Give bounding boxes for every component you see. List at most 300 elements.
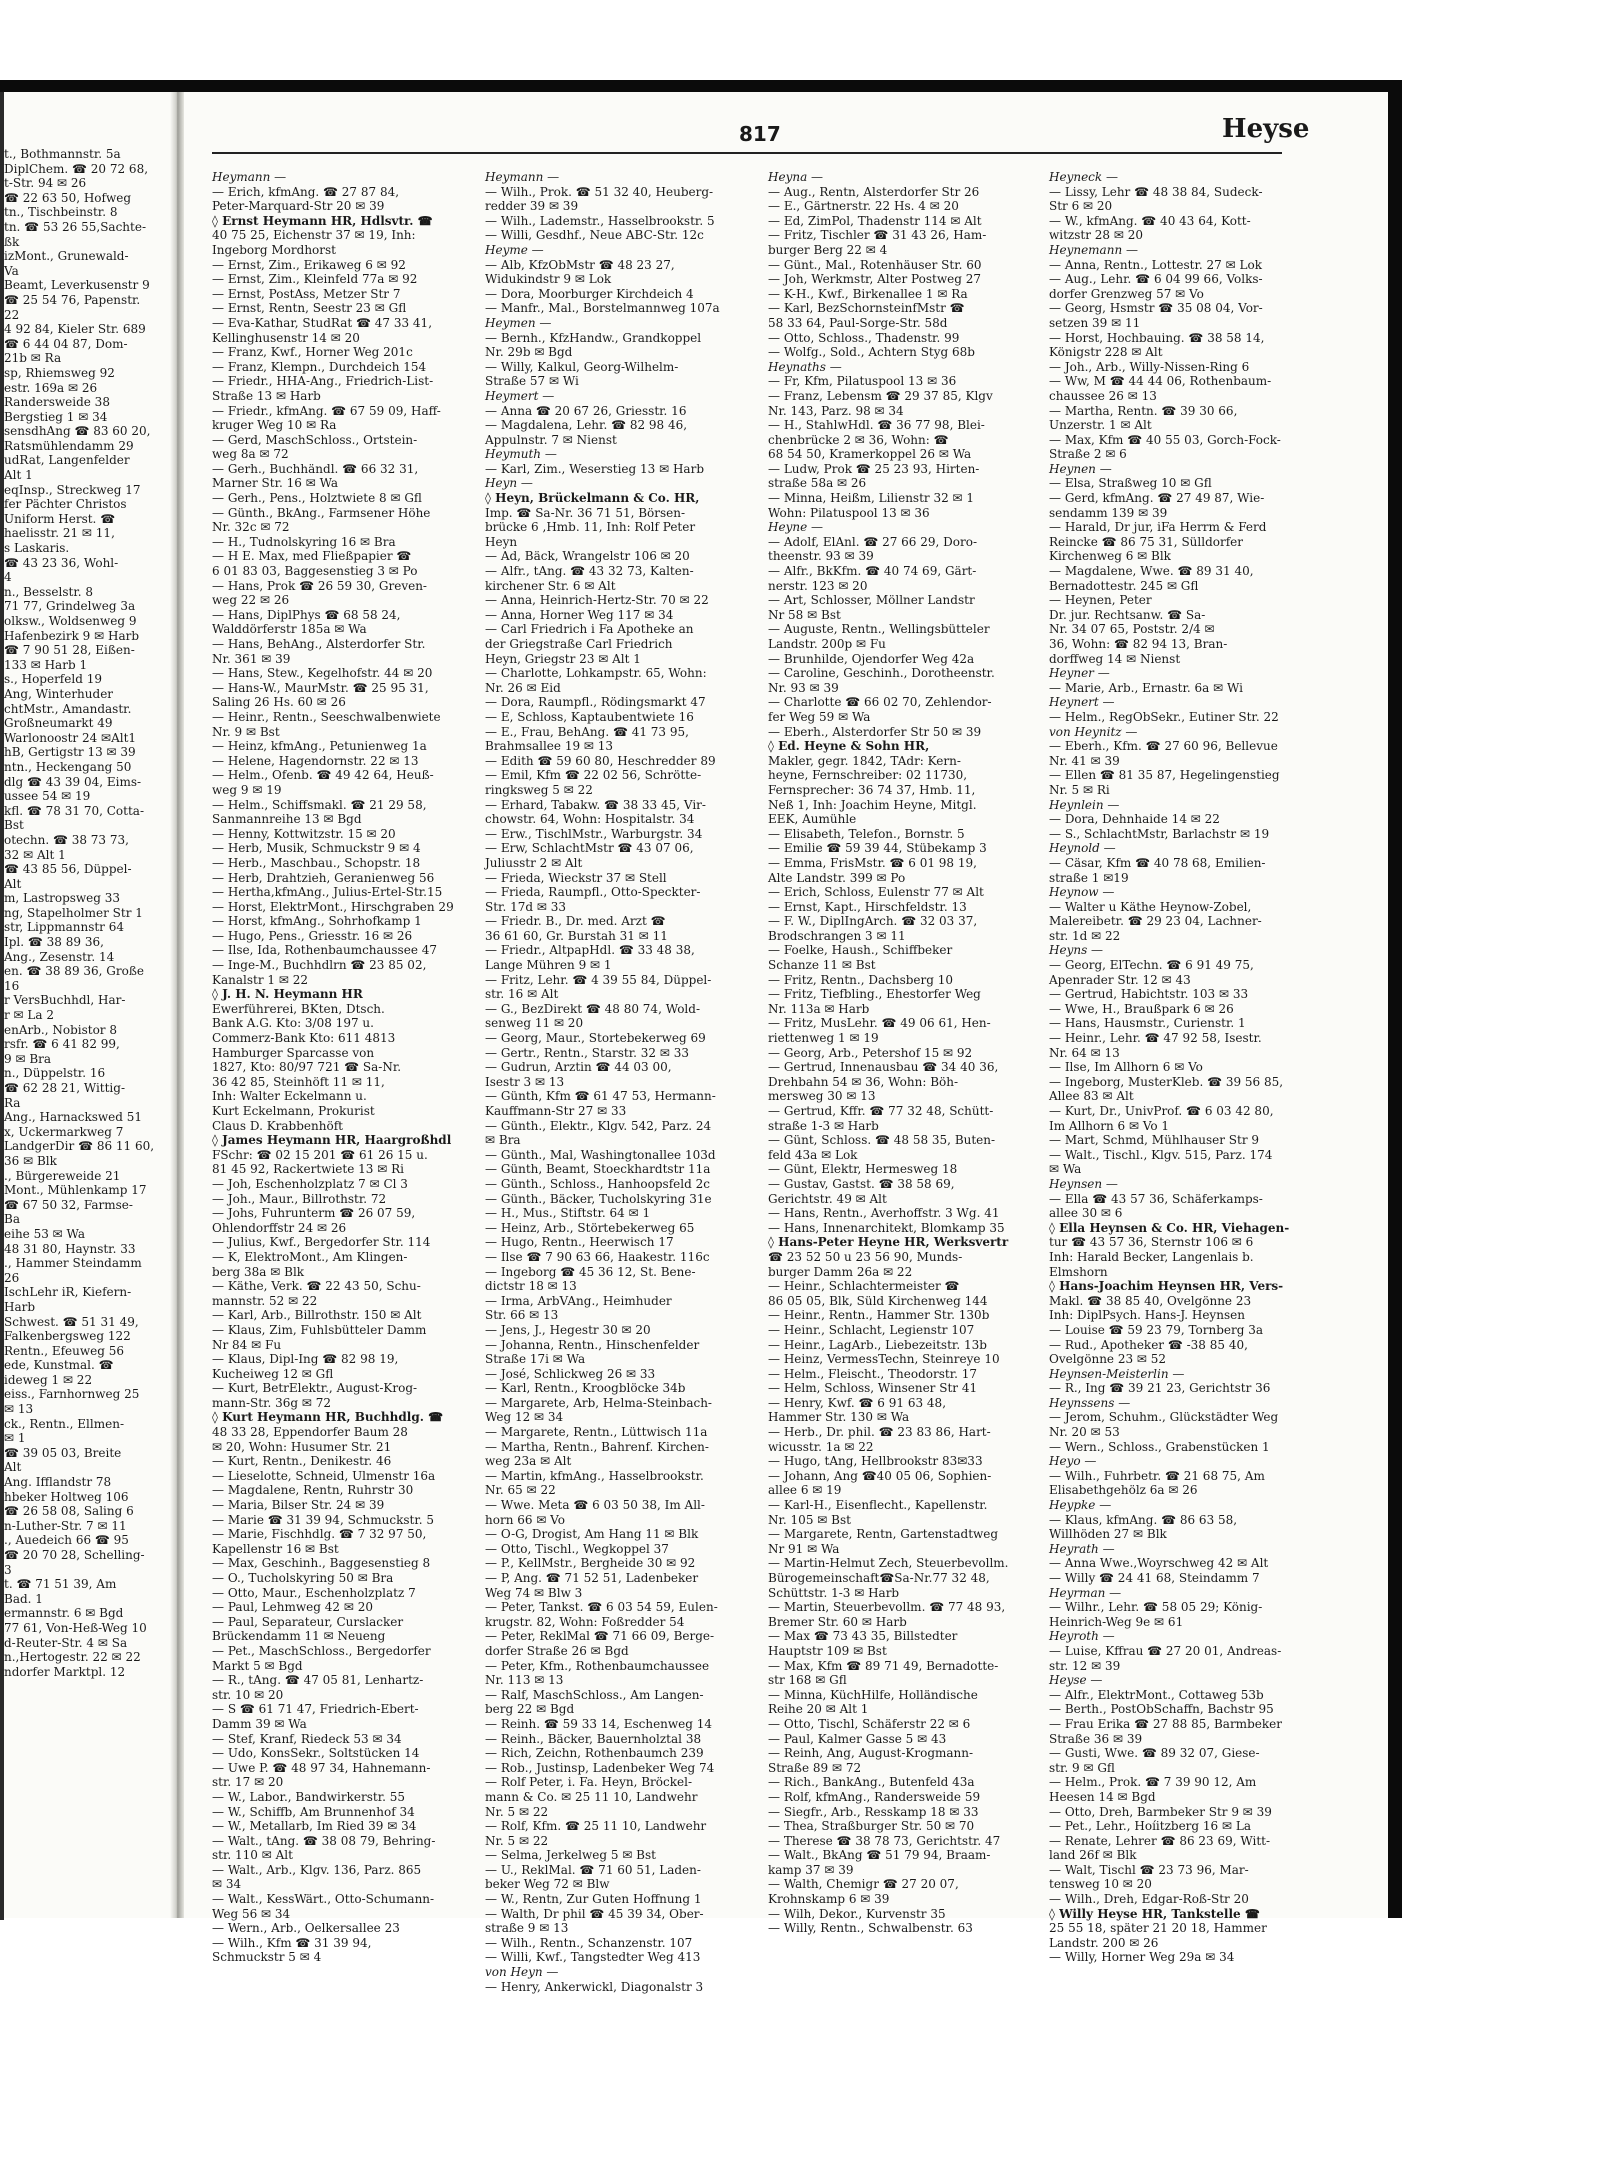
directory-line: — Erw, SchlachtMstr ☎ 43 07 06, (485, 841, 694, 856)
directory-line: — Walth, Dr phil ☎ 45 39 34, Ober- (485, 1906, 704, 1921)
directory-line: — Harald, Dr jur, iFa Herrm & Ferd (1049, 520, 1267, 535)
book-gutter (170, 92, 184, 1918)
directory-line: 16 (4, 978, 20, 993)
directory-line: LandgerDir ☎ 86 11 60, (4, 1139, 155, 1154)
directory-line: land 26f ✉ Blk (1049, 1848, 1137, 1863)
directory-line: — Max, Kfm ☎ 40 55 03, Gorch-Fock- (1049, 432, 1281, 447)
directory-line: — Georg, Hsmstr ☎ 35 08 04, Vor- (1049, 301, 1263, 316)
directory-line: eihe 53 ✉ Wa (4, 1226, 85, 1241)
directory-line: Makl. ☎ 38 85 40, Ovelgönne 23 (1049, 1293, 1252, 1308)
directory-line: — Udo, KonsSekr., Soltstücken 14 (212, 1746, 420, 1761)
directory-line: Allee 83 ✉ Alt (1049, 1089, 1134, 1104)
directory-line: berg 38a ✉ Blk (212, 1264, 305, 1279)
directory-line: — F. W., DiplIngArch. ☎ 32 03 37, (768, 914, 978, 929)
directory-line: Kauffmann-Str 27 ✉ 33 (485, 1104, 627, 1118)
directory-line: Bürogemeinschaft☎Sa-Nr.77 32 48, (768, 1571, 990, 1585)
directory-line: — Rud., Apotheker ☎ -38 85 40, (1049, 1337, 1248, 1352)
directory-line: Straße 89 ✉ 72 (768, 1760, 862, 1775)
directory-line: — Rich, Zeichn, Rothenbaumch 239 (485, 1746, 704, 1761)
directory-line: chenbrücke 2 ✉ 36, Wohn: ☎ (768, 432, 949, 447)
directory-line: Beamt, Leverkusenstr 9 (4, 278, 150, 293)
page-number: 817 (739, 122, 781, 146)
directory-line: Kanalstr 1 ✉ 22 (212, 972, 308, 987)
directory-line: — Otto, Tischl., Wegkoppel 37 (485, 1541, 669, 1556)
directory-line: Heyn, Griegstr 23 ✉ Alt 1 (485, 651, 641, 666)
directory-line: Nr. 34 07 65, Poststr. 2/4 ✉ (1049, 622, 1215, 637)
directory-line: sensdhAng ☎ 83 60 20, (4, 424, 151, 439)
running-head: Heyse (1222, 114, 1310, 144)
directory-line: ., Hammer Steindamm (4, 1256, 142, 1271)
directory-line: weg 23a ✉ Alt (485, 1454, 572, 1469)
directory-line: — Ernst, Rentn, Seestr 23 ✉ Gfl (212, 301, 407, 316)
directory-line: t., Bothmannstr. 5a (4, 147, 121, 161)
directory-line: ✉ 34 (212, 1877, 242, 1892)
directory-line: — Rolf Peter, i. Fa. Heyn, Bröckel- (485, 1775, 693, 1790)
directory-line: — Günth., Schloss., Hanhoopsfeld 2c (485, 1176, 710, 1191)
directory-line: — Rich., BankAng., Butenfeld 43a (768, 1775, 975, 1790)
directory-line: n.,Hertogestr. 22 ✉ 22 (4, 1650, 141, 1665)
directory-line: Nr. 361 ✉ 39 (212, 651, 291, 666)
directory-line: — W., Schiffb, Am Brunnenhof 34 (212, 1804, 415, 1819)
directory-line: 36 ✉ Blk (4, 1153, 57, 1168)
directory-line: Heynert — (1049, 695, 1115, 710)
directory-line: — Helene, Hagendornstr. 22 ✉ 13 (212, 753, 419, 768)
directory-line: DiplChem. ☎ 20 72 68, (4, 161, 149, 176)
directory-line: IschLehr iR, Kiefern- (4, 1285, 132, 1300)
directory-line: burger Damm 26a ✉ 22 (768, 1264, 913, 1279)
directory-line: Heyme — (485, 242, 544, 257)
directory-line: — Marie, Arb., Ernastr. 6a ✉ Wi (1049, 680, 1243, 695)
directory-line: 25 55 18, später 21 20 18, Hammer (1049, 1921, 1267, 1936)
directory-line: — Horst, Hochbauing. ☎ 38 58 14, (1049, 330, 1265, 345)
directory-line: ck., Rentn., Ellmen- (4, 1416, 124, 1431)
directory-line: — Willi, Gesdhf., Neue ABC-Str. 12c (485, 228, 704, 243)
directory-line: ., Auedeich 66 ☎ 95 (4, 1533, 129, 1548)
directory-line: — Friedr., kfmAng. ☎ 67 59 09, Haff- (212, 403, 441, 418)
directory-line: — Wilh., Rentn., Schanzenstr. 107 (485, 1935, 693, 1950)
directory-line: ☎ 43 85 56, Düppel- (4, 862, 132, 877)
directory-line: — Helm., Prok. ☎ 7 39 90 12, Am (1049, 1775, 1257, 1790)
directory-line: 9 ✉ Bra (4, 1051, 52, 1066)
directory-line: ◊ J. H. N. Heymann HR (212, 987, 363, 1002)
directory-line: — Emilie ☎ 59 39 44, Stübekamp 3 (768, 841, 987, 856)
directory-line: — Eberh., Kfm. ☎ 27 60 96, Bellevue (1049, 739, 1278, 754)
directory-line: setzen 39 ✉ 11 (1049, 315, 1141, 330)
directory-line: — O., Tucholskyring 50 ✉ Bra (212, 1571, 394, 1585)
directory-line: Heyner — (1049, 666, 1110, 681)
directory-line: Mont., Mühlenkamp 17 (4, 1183, 147, 1198)
directory-line: Hamburger Sparcasse von (212, 1045, 375, 1060)
directory-line: — Hans, Stew., Kegelhofstr. 44 ✉ 20 (212, 666, 433, 681)
directory-line: ◊ Ernst Heymann HR, Hdlsvtr. ☎ (212, 213, 433, 228)
directory-line: chaussee 26 ✉ 13 (1049, 388, 1157, 403)
directory-line: — G., BezDirekt ☎ 48 80 74, Wold- (485, 1001, 701, 1016)
directory-line: — Charlotte, Lohkampstr. 65, Wohn: (485, 666, 707, 681)
directory-line: — Anna, Rentn., Lottestr. 27 ✉ Lok (1049, 257, 1262, 272)
directory-line: — Margarete, Arb, Helma-Steinbach- (485, 1395, 712, 1410)
directory-line: ntn., Heckengang 50 (4, 759, 132, 774)
directory-line: ng, Stapelholmer Str 1 (4, 905, 143, 920)
directory-line: Damm 39 ✉ Wa (212, 1716, 307, 1731)
directory-line: Heyroth — (1049, 1629, 1115, 1644)
directory-line: Im Allhorn 6 ✉ Vo 1 (1049, 1118, 1170, 1133)
directory-line: — Eberh., Alsterdorfer Str 50 ✉ 39 (768, 724, 982, 739)
directory-line: — Heinz, Arb., Störtebekerweg 65 (485, 1220, 695, 1235)
directory-line: ideweg 1 ✉ 22 (4, 1372, 93, 1387)
directory-line: — Heinr., Rentn., Hammer Str. 130b (768, 1308, 990, 1323)
directory-line: — Rolf, Kfm. ☎ 25 11 10, Landwehr (485, 1819, 707, 1834)
directory-line: Nr. 20 ✉ 53 (1049, 1425, 1120, 1440)
directory-line: — Pet., MaschSchloss., Bergedorfer (212, 1643, 431, 1658)
directory-line: Heyn — (485, 476, 533, 491)
directory-line: — Lissy, Lehr ☎ 48 38 84, Sudeck- (1049, 184, 1263, 199)
directory-line: str. 17 ✉ 20 (212, 1775, 284, 1790)
directory-line: — Heinr., Schlachtermeister ☎ (768, 1279, 960, 1294)
directory-line: burger Berg 22 ✉ 4 (768, 242, 888, 257)
directory-line: — Wilh., Dreh, Edgar-Roß-Str 20 (1049, 1892, 1249, 1907)
directory-line: — Caroline, Geschinh., Dorotheenstr. (768, 666, 995, 681)
directory-line: ☎ 22 63 50, Hofweg (4, 190, 132, 205)
directory-line: — Lieselotte, Schneid, Ulmenstr 16a (212, 1468, 436, 1483)
directory-line: ✉ 13 (4, 1402, 34, 1417)
directory-line: — Martin, Steuerbevollm. ☎ 77 48 93, (768, 1600, 1006, 1615)
directory-line: 36 42 85, Steinhöft 11 ✉ 11, (212, 1074, 385, 1089)
scan-border-top (0, 80, 1402, 92)
directory-line: Nr 58 ✉ Bst (768, 607, 841, 622)
directory-line: Juliusstr 2 ✉ Alt (485, 855, 583, 870)
directory-line: Nr. 64 ✉ 13 (1049, 1045, 1120, 1060)
directory-line: — Magdalene, Wwe. ☎ 89 31 40, (1049, 564, 1254, 579)
directory-line: — Reinh., Bäcker, Bauernholztal 38 (485, 1731, 702, 1746)
directory-line: heyne, Fernschreiber: 02 11730, (768, 768, 968, 783)
directory-line: 36 61 60, Gr. Burstah 31 ✉ 11 (485, 928, 668, 943)
directory-line: Falkenbergsweg 122 (4, 1329, 131, 1344)
directory-line: Weg 74 ✉ Blw 3 (485, 1585, 583, 1600)
directory-line: — Johs, Fuhrunterm ☎ 26 07 59, (212, 1206, 416, 1221)
directory-line: Heyneck — (1049, 170, 1118, 184)
directory-line: — W., Labor., Bandwirkerstr. 55 (212, 1789, 406, 1804)
directory-line: — Günt., Mal., Rotenhäuser Str. 60 (768, 257, 982, 272)
scan-border-right (1388, 80, 1402, 1918)
directory-line: — Joh., Maur., Billrothstr. 72 (212, 1191, 387, 1206)
directory-line: von Heyn — (485, 1965, 559, 1980)
directory-line: Str. 66 ✉ 13 (485, 1308, 559, 1323)
directory-line: — E., Frau, BehAng. ☎ 41 73 95, (485, 724, 689, 739)
directory-line: ☎ 67 50 32, Farmse- (4, 1197, 133, 1212)
directory-line: — Ernst, Kapt., Hirschfeldstr. 13 (768, 899, 967, 914)
directory-line: — Bernh., KfzHandw., Grandkoppel (485, 330, 702, 345)
directory-line: — Kurt, Dr., UnivProf. ☎ 6 03 42 80, (1049, 1104, 1274, 1118)
directory-line: Alt 1 (4, 468, 33, 483)
directory-line: Ba (4, 1212, 20, 1227)
directory-line: — Karl, Zim., Weserstieg 13 ✉ Harb (485, 461, 704, 476)
directory-line: Va (4, 263, 19, 278)
directory-line: — Heinz, VermessTechn, Steinreye 10 (768, 1352, 1000, 1367)
directory-line: — Uwe P. ☎ 48 97 34, Hahnemann- (212, 1760, 431, 1775)
directory-line: — Pet., Lehr., Hoíitzberg 16 ✉ La (1049, 1819, 1251, 1834)
directory-line: Lange Mühren 9 ✉ 1 (485, 958, 612, 973)
directory-line: weg 22 ✉ 26 (212, 593, 290, 608)
directory-line: Kurt Eckelmann, Prokurist (212, 1104, 375, 1118)
directory-line: ndorfer Marktpl. 12 (4, 1664, 126, 1679)
directory-line: — Günth., BkAng., Farmsener Höhe (212, 505, 431, 520)
directory-line: Dr. jur. Rechtsanw. ☎ Sa- (1049, 607, 1206, 622)
directory-line: mann-Str. 36g ✉ 72 (212, 1395, 332, 1410)
directory-line: — Hans, Hausmstr., Curienstr. 1 (1049, 1016, 1246, 1031)
directory-line: Apenrader Str. 12 ✉ 43 (1049, 972, 1191, 987)
directory-line: Kapellenstr 16 ✉ Bst (212, 1541, 339, 1556)
directory-line: ◊ Ed. Heyne & Sohn HR, (768, 739, 930, 754)
directory-line: — Magdalena, Lehr. ☎ 82 98 46, (485, 418, 688, 433)
directory-line: straße 1 ✉19 (1049, 870, 1129, 885)
directory-line: Straße 13 ✉ Harb (212, 388, 321, 403)
directory-line: — R., tAng. ☎ 47 05 81, Lenhartz- (212, 1673, 424, 1688)
directory-line: chowstr. 64, Wohn: Hospitalstr. 34 (485, 812, 695, 827)
directory-line: 1827, Kto: 80/97 721 ☎ Sa-Nr. (212, 1060, 402, 1075)
directory-line: tn. ☎ 53 26 55,Sachte- (4, 219, 146, 234)
directory-line: — Friedr. B., Dr. med. Arzt ☎ (485, 914, 666, 929)
directory-line: — Johann, Ang ☎40 05 06, Sophien- (768, 1468, 992, 1483)
directory-line: — Ingeborg ☎ 45 36 12, St. Bene- (485, 1264, 696, 1279)
directory-line: Rentn., Efeuweg 56 (4, 1343, 125, 1358)
directory-line: en. ☎ 38 89 36, Große (4, 964, 144, 979)
directory-line: — Willi, Kwf., Tangstedter Weg 413 (485, 1950, 701, 1965)
directory-line: — Klaus, kfmAng. ☎ 86 63 58, (1049, 1512, 1238, 1527)
directory-line: — Cäsar, Kfm ☎ 40 78 68, Emilien- (1049, 855, 1266, 870)
directory-line: mannstr. 52 ✉ 22 (212, 1293, 318, 1308)
directory-line: Imp. ☎ Sa-Nr. 36 71 51, Börsen- (485, 505, 686, 520)
directory-line: Nr. 143, Parz. 98 ✉ 34 (768, 403, 904, 418)
directory-line: — Selma, Jerkelweg 5 ✉ Bst (485, 1848, 656, 1863)
directory-line: — Elsa, Straßweg 10 ✉ Gfl (1049, 476, 1212, 491)
directory-line: — Heinz, kfmAng., Petunienweg 1a (212, 739, 427, 754)
directory-line: Commerz-Bank Kto: 611 4813 (212, 1031, 396, 1046)
directory-line: — W., kfmAng. ☎ 40 43 64, Kott- (1049, 213, 1251, 228)
directory-line: Elisabethgehölz 6a ✉ 26 (1049, 1483, 1198, 1498)
directory-line: — Heinr., Rentn., Seeschwalbenwiete (212, 709, 441, 724)
directory-line: str, Lippmannstr 64 (4, 920, 124, 935)
directory-line: — Friedr., HHA-Ang., Friedrich-List- (212, 374, 434, 389)
directory-line: — Georg, ElTechn. ☎ 6 91 49 75, (1049, 958, 1254, 973)
directory-line: Ang., Zesenstr. 14 (4, 949, 115, 964)
directory-line: — Alfr., BkKfm. ☎ 40 74 69, Gärt- (768, 564, 977, 579)
directory-line: Claus D. Krabbenhöft (212, 1118, 343, 1133)
directory-line: — Siegfr., Arb., Resskamp 18 ✉ 33 (768, 1804, 979, 1819)
directory-line: — Charlotte ☎ 66 02 70, Zehlendor- (768, 695, 992, 710)
directory-line: — Heinr., Schlacht, Legienstr 107 (768, 1322, 975, 1337)
directory-line: Alte Landstr. 399 ✉ Po (768, 870, 906, 885)
directory-line: — K, ElektroMont., Am Klingen- (212, 1249, 408, 1264)
directory-line: — Minna, KüchHilfe, Holländische (768, 1687, 978, 1702)
directory-line: Marner Str. 16 ✉ Wa (212, 476, 339, 491)
directory-line: — Otto, Schloss., Thadenstr. 99 (768, 330, 960, 345)
directory-line: Nr. 9 ✉ Bst (212, 724, 280, 739)
directory-line: r ✉ La 2 (4, 1008, 54, 1023)
directory-line: ✉ Bra (485, 1133, 521, 1148)
directory-line: — Klaus, Dipl-Ing ☎ 82 98 19, (212, 1352, 399, 1367)
directory-line: — Joh, Eschenholzplatz 7 ✉ Cl 3 (212, 1176, 408, 1191)
directory-line: Alt (4, 876, 22, 891)
directory-line: — H E. Max, med Fließpapier ☎ (212, 549, 412, 564)
directory-line: — Foelke, Haush., Schiffbeker (768, 943, 953, 958)
directory-line: — Irma, ArbVAng., Heimhuder (485, 1293, 672, 1308)
directory-line: — U., ReklMal. ☎ 71 60 51, Laden- (485, 1862, 701, 1877)
directory-line: str. 12 ✉ 39 (1049, 1658, 1121, 1673)
directory-line: Brückendamm 11 ✉ Neueng (212, 1629, 386, 1644)
directory-line: — Paul, Lehmweg 42 ✉ 20 (212, 1600, 373, 1615)
directory-line: kamp 37 ✉ 39 (768, 1862, 854, 1877)
directory-line: — H., Mus., Stiftstr. 64 ✉ 1 (485, 1206, 651, 1221)
directory-line: Unzerstr. 1 ✉ Alt (1049, 418, 1152, 433)
directory-line: brücke 6 ,Hmb. 11, Inh: Rolf Peter (485, 520, 696, 535)
directory-line: — Max, Kfm ☎ 89 71 49, Bernadotte- (768, 1658, 999, 1673)
column-1 (212, 170, 475, 1965)
directory-line: str. 110 ✉ Alt (212, 1848, 293, 1863)
directory-line: — Art, Schlosser, Möllner Landstr (768, 593, 975, 608)
directory-line: Heynemann — (1049, 242, 1138, 257)
directory-line: beker Weg 72 ✉ Blw (485, 1877, 610, 1892)
directory-line: — Joh., Arb., Willy-Nissen-Ring 6 (1049, 359, 1250, 374)
directory-line: dlg ☎ 43 39 04, Eims- (4, 774, 142, 789)
directory-line: Walddörferstr 185a ✉ Wa (212, 622, 367, 637)
directory-line: 133 ✉ Harb 1 (4, 657, 88, 672)
directory-line: — Gusti, Wwe. ☎ 89 32 07, Giese- (1049, 1746, 1260, 1761)
directory-line: — Erich, kfmAng. ☎ 27 87 84, (212, 184, 400, 199)
directory-line: ◊ Willy Heyse HR, Tankstelle ☎ (1049, 1906, 1260, 1921)
directory-line: Ratsmühlendamm 29 (4, 438, 134, 453)
directory-line: feld 43a ✉ Lok (768, 1147, 858, 1162)
directory-line: Ang. Ifflandstr 78 (4, 1475, 112, 1490)
directory-line: Markt 5 ✉ Bgd (212, 1658, 303, 1673)
directory-line: 86 05 05, Blk, Süld Kirchenweg 144 (768, 1293, 988, 1308)
directory-line: Kellinghusenstr 14 ✉ 20 (212, 330, 360, 345)
directory-line: tn., Tischbeinstr. 8 (4, 205, 118, 220)
directory-line: fer Weg 59 ✉ Wa (768, 709, 871, 724)
directory-line: Schüttstr. 1-3 ✉ Harb (768, 1585, 900, 1600)
directory-line: Widukindstr 9 ✉ Lok (485, 272, 612, 287)
directory-line: — Helm., Ofenb. ☎ 49 42 64, Heuß- (212, 768, 434, 783)
directory-line: — Willy, Rentn., Schwalbenstr. 63 (768, 1921, 973, 1936)
directory-line: weg 8a ✉ 72 (212, 447, 289, 462)
directory-line: Warlonoostr 24 ✉Alt1 (4, 730, 137, 745)
directory-line: — Günth., Bäcker, Tucholskyring 31e (485, 1191, 712, 1206)
directory-line: tur ☎ 43 57 36, Sternstr 106 ✉ 6 (1049, 1235, 1254, 1250)
directory-line: Ipl. ☎ 38 89 36, (4, 935, 104, 950)
directory-line: ✉ 1 (4, 1431, 26, 1446)
directory-line: Heypke — (1049, 1498, 1112, 1513)
directory-line: wicusstr. 1a ✉ 22 (768, 1439, 874, 1454)
directory-line: — Marie, Fischhdlg. ☎ 7 32 97 50, (212, 1527, 427, 1542)
directory-line: otechn. ☎ 38 73 73, (4, 832, 129, 847)
directory-line: redder 39 ✉ 39 (485, 199, 579, 214)
directory-line: ☎ 43 23 36, Wohl- (4, 555, 119, 570)
directory-line: — Hans, Prok ☎ 26 59 30, Greven- (212, 578, 427, 593)
directory-line: — Käthe, Verk. ☎ 22 43 50, Schu- (212, 1279, 421, 1294)
directory-line: ☎ 7 90 51 28, Eißen- (4, 643, 135, 658)
directory-line: Bergstieg 1 ✉ 34 (4, 409, 108, 424)
directory-line: — Wilh., Kfm ☎ 31 39 94, (212, 1935, 372, 1950)
directory-line: — Margarete, Rentn, Gartenstadtweg (768, 1527, 999, 1542)
directory-line: Nr. 65 ✉ 22 (485, 1483, 556, 1498)
directory-line: — Ad, Bäck, Wrangelstr 106 ✉ 20 (485, 549, 690, 564)
directory-line: — Aug., Rentn, Alsterdorfer Str 26 (768, 184, 980, 199)
directory-line: — Anna, Heinrich-Hertz-Str. 70 ✉ 22 (485, 593, 709, 608)
directory-line: — Wilh., Lademstr., Hasselbrookstr. 5 (485, 213, 715, 228)
directory-line: mann & Co. ✉ 25 11 10, Landwehr (485, 1789, 698, 1804)
directory-line: — Günt, Elektr, Hermesweg 18 (768, 1162, 958, 1177)
directory-line: straße 58a ✉ 26 (768, 476, 867, 491)
directory-line: Landstr. 200 ✉ 26 (1049, 1935, 1159, 1950)
directory-line: — Ilse, Im Allhorn 6 ✉ Vo (1049, 1060, 1203, 1075)
directory-line: Nr 84 ✉ Fu (212, 1337, 282, 1352)
directory-line: Nr. 113a ✉ Harb (768, 1001, 870, 1016)
directory-line: ussee 54 ✉ 19 (4, 789, 91, 804)
directory-line: Brahmsallee 19 ✉ 13 (485, 739, 614, 754)
directory-line: n., Besselstr. 8 (4, 584, 94, 599)
directory-line: ☎ 25 54 76, Papenstr. (4, 292, 141, 307)
directory-line: — H., Tudnolskyring 16 ✉ Bra (212, 534, 396, 549)
directory-line: ☎ 20 70 28, Schelling- (4, 1548, 145, 1562)
directory-line: — W., Metallarb, Im Ried 39 ✉ 34 (212, 1819, 417, 1834)
directory-line: riettenweg 1 ✉ 19 (768, 1031, 879, 1046)
directory-line: Harb (4, 1299, 36, 1314)
directory-line: — Elisabeth, Telefon., Bornstr. 5 (768, 826, 965, 841)
directory-line: — Helm, Schloss, Winsener Str 41 (768, 1381, 978, 1396)
directory-line: — Renate, Lehrer ☎ 86 23 69, Witt- (1049, 1833, 1271, 1848)
directory-line: — Gerd, kfmAng. ☎ 27 49 87, Wie- (1049, 491, 1265, 506)
directory-line: Hafenbezirk 9 ✉ Harb (4, 628, 140, 643)
directory-line: r VersBuchhdl, Har- (4, 993, 126, 1008)
directory-line: — Günth, Kfm ☎ 61 47 53, Hermann- (485, 1089, 716, 1104)
directory-line: Nr 91 ✉ Wa (768, 1541, 840, 1556)
directory-line: — Dora, Moorburger Kirchdeich 4 (485, 286, 694, 301)
directory-line: berg 22 ✉ Bgd (485, 1702, 575, 1717)
directory-line: 4 92 84, Kieler Str. 689 (4, 322, 146, 337)
directory-line: t. ☎ 71 51 39, Am (4, 1577, 117, 1592)
directory-line: horn 66 ✉ Vo (485, 1512, 565, 1527)
directory-line: — Ernst, Zim., Erikaweg 6 ✉ 92 (212, 257, 406, 272)
directory-line: — Heinr., Lehr. ☎ 47 92 58, Isestr. (1049, 1031, 1262, 1046)
directory-line: ., Bürgereweide 21 (4, 1168, 121, 1183)
directory-line: — Otto, Dreh, Barmbeker Str 9 ✉ 39 (1049, 1804, 1272, 1819)
directory-line: Nr. 105 ✉ Bst (768, 1512, 851, 1527)
directory-line: — Hugo, Rentn., Heerwisch 17 (485, 1235, 674, 1250)
directory-line: Straße 17i ✉ Wa (485, 1352, 586, 1367)
directory-line: — Minna, Heißm, Lilienstr 32 ✉ 1 (768, 491, 975, 506)
directory-line: — Emil, Kfm ☎ 22 02 56, Schrötte- (485, 768, 702, 783)
directory-line: Großneumarkt 49 (4, 716, 113, 731)
directory-line: Heynold — (1049, 841, 1116, 856)
directory-line: sendamm 139 ✉ 39 (1049, 505, 1168, 520)
directory-line: — Wilhr., Lehr. ☎ 58 05 29; König- (1049, 1600, 1263, 1615)
directory-line: Königstr 228 ✉ Alt (1049, 345, 1163, 360)
directory-line: allee 6 ✉ 19 (768, 1483, 842, 1498)
directory-line: Reihe 20 ✉ Alt 1 (768, 1702, 869, 1717)
directory-line: nerstr. 123 ✉ 20 (768, 578, 868, 593)
directory-line: — S., SchlachtMstr, Barlachstr ✉ 19 (1049, 826, 1270, 841)
directory-line: — Emma, FrisMstr. ☎ 6 01 98 19, (768, 855, 977, 870)
directory-line: — E., Gärtnerstr. 22 Hs. 4 ✉ 20 (768, 199, 959, 214)
directory-line: Heymert — (485, 388, 555, 403)
directory-line: — Ernst, PostAss, Metzer Str 7 (212, 286, 401, 301)
directory-line: — Horst, kfmAng., Sohrhofkamp 1 (212, 914, 422, 929)
directory-line: dictstr 18 ✉ 13 (485, 1279, 577, 1294)
directory-line: — Walt., Arb., Klgv. 136, Parz. 865 (212, 1862, 422, 1877)
directory-line: rsfr. ☎ 6 41 82 99, (4, 1037, 120, 1052)
directory-line: — Ilse, Ida, Rothenbaumchaussee 47 (212, 943, 438, 958)
directory-line: — Karl, Rentn., Kroogblöcke 34b (485, 1381, 686, 1396)
directory-line: witzstr 28 ✉ 20 (1049, 228, 1144, 243)
